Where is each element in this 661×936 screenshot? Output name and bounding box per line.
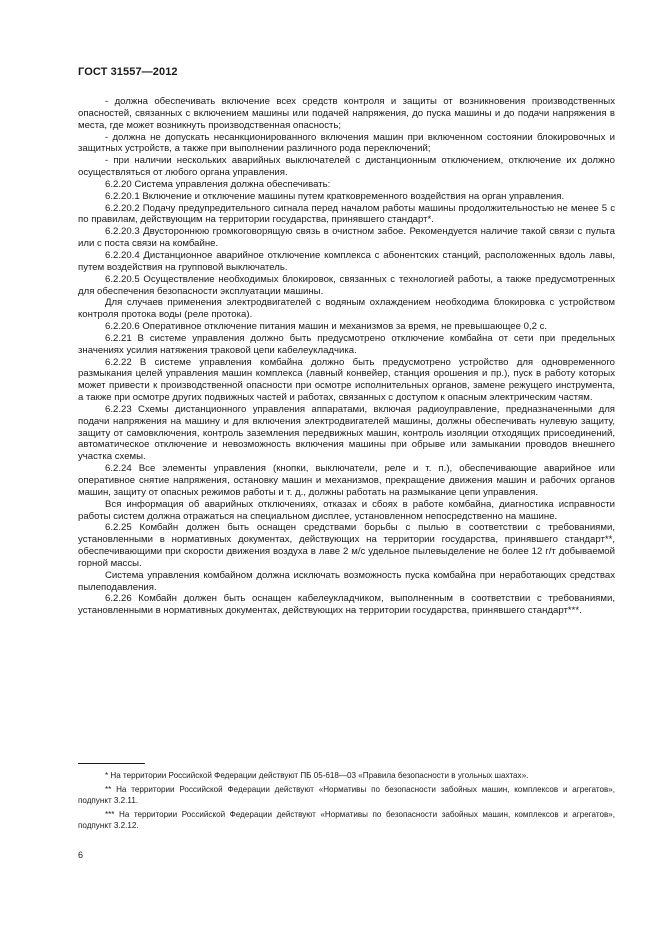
paragraph: 6.2.25 Комбайн должен быть оснащен средствами борьбы с пылью в соответствии с требованиями, установленными в нормативных документах, действующих на территории государства, принявшего стандарт**, обеспечивающими при скорости движения воздуха в лаве 2 м/с удельное пылевыделение не более 12 г/т добываемой горной массы. (78, 522, 615, 569)
footnote-separator (78, 763, 145, 764)
paragraph: - должна не допускать несанкционированного включения машин при включенном состоянии блокировочных и защитных устройств, а также при выполнении различного рода переключений; (78, 131, 615, 155)
footnote: * На территории Российской Федерации действуют ПБ 05-618—03 «Правила безопасности в угольных шахтах». (105, 771, 529, 780)
paragraph: - должна обеспечивать включение всех средств контроля и защиты от возникновения производственных опасностей, связанных с включением машины или подачей напряжения, до пуска машины и до подачи напряжения в места, где может возникнуть производственная опасность; (78, 96, 615, 131)
paragraph: 6.2.20.3 Двустороннюю громкоговорящую связь в очистном забое. Рекомендуется наличие такой связи с пульта или с поста связи на комбайне. (78, 226, 615, 250)
standard-header: ГОСТ 31557—2012 (78, 66, 178, 78)
paragraph: Вся информация об аварийных отключениях, отказах и сбоях в работе комбайна, диагностика исправности работы систем должна отражаться на специальном дисплее, установленном непосредственно на машине. (78, 498, 615, 522)
paragraph: 6.2.26 Комбайн должен быть оснащен кабелеукладчиком, выполненным в соответствии с требованиями, установленными в нормативных документах, действующих на территории государства, принявшего стандарт***. (78, 593, 615, 617)
paragraph: 6.2.20.5 Осуществление необходимых блокировок, связанных с технологией работы, а также предусмотренных для обеспечения безопасности эксплуатации машины. (78, 273, 615, 297)
page-number: 6 (78, 850, 84, 860)
paragraph: Для случаев применения электродвигателей с водяным охлаждением необходима блокировка с устройством контроля протока воды (реле протока). (78, 297, 615, 321)
paragraph: 6.2.20.6 Оперативное отключение питания машин и механизмов за время, не превышающее 0,2 с. (105, 321, 548, 333)
footnote: *** На территории Российской Федерации действуют «Нормативы по безопасности забойных машин, комплексов и агрегатов», подпункт 3.2.12. (78, 810, 615, 830)
paragraph: Система управления комбайном должна исключать возможность пуска комбайна при неработающих средствах пылеподавления. (78, 569, 615, 593)
paragraph: 6.2.20.4 Дистанционное аварийное отключение комплекса с абонентских станций, расположенных вдоль лавы, путем воздействия на групповой выключатель. (78, 249, 615, 273)
paragraph: 6.2.24 Все элементы управления (кнопки, выключатели, реле и т. п.), обеспечивающие аварийное или оперативное снятие напряжения, остановку машин и механизмов, прекращение движения машин и рабочих органов машин, защиту от опасных режимов работы и т. д., должны работать на размыкание цепи управления. (78, 463, 615, 498)
paragraph: 6.2.20.1 Включение и отключение машины путем кратковременного воздействия на орган управления. (105, 190, 565, 202)
paragraph: 6.2.23 Схемы дистанционного управления аппаратами, включая радиоуправление, предназначенными для подачи напряжения на машину и для включения электродвигателей машины, должны обеспечивать нулевую защиту, защиту от самовключения, контроль заземления передвижных машин, контроль изоляции отходящих присоединений, автоматическое отключение и невозможность включения машины при обрыве или замыкании проводов внешнего участка схемы. (78, 403, 615, 463)
paragraph: 6.2.21 В системе управления должно быть предусмотрено отключение комбайна от сети при предельных значениях усилия натяжения траковой цепи кабелеукладчика. (78, 332, 615, 356)
paragraph: 6.2.22 В системе управления комбайна должно быть предусмотрено устройство для одновременного размыкания целей управления машин комплекса (лавный конвейер, станция орошения и пр.), пуск в работу которых может привести к производственной опасности при осмотре исполнительных органов, замене режущего инструмента, а также при осмотре других подвижных частей и работах, связанных с доступом к опасным электрическим частям. (78, 356, 615, 404)
paragraph: - при наличии нескольких аварийных выключателей с дистанционным отключением, отключение их должно осуществляться от любого органа управления. (78, 155, 615, 179)
footnotes (78, 770, 615, 834)
main-text (78, 96, 615, 617)
footnote: ** На территории Российской Федерации действуют «Нормативы по безопасности забойных машин, комплексов и агрегатов», подпункт 3.2.11. (78, 785, 615, 805)
paragraph: 6.2.20 Система управления должна обеспечивать: (105, 178, 331, 190)
paragraph: 6.2.20.2 Подачу предупредительного сигнала перед началом работы машины продолжительностью не менее 5 с по правилам, действующим на территории государства, принявшего стандарт*. (78, 202, 615, 226)
